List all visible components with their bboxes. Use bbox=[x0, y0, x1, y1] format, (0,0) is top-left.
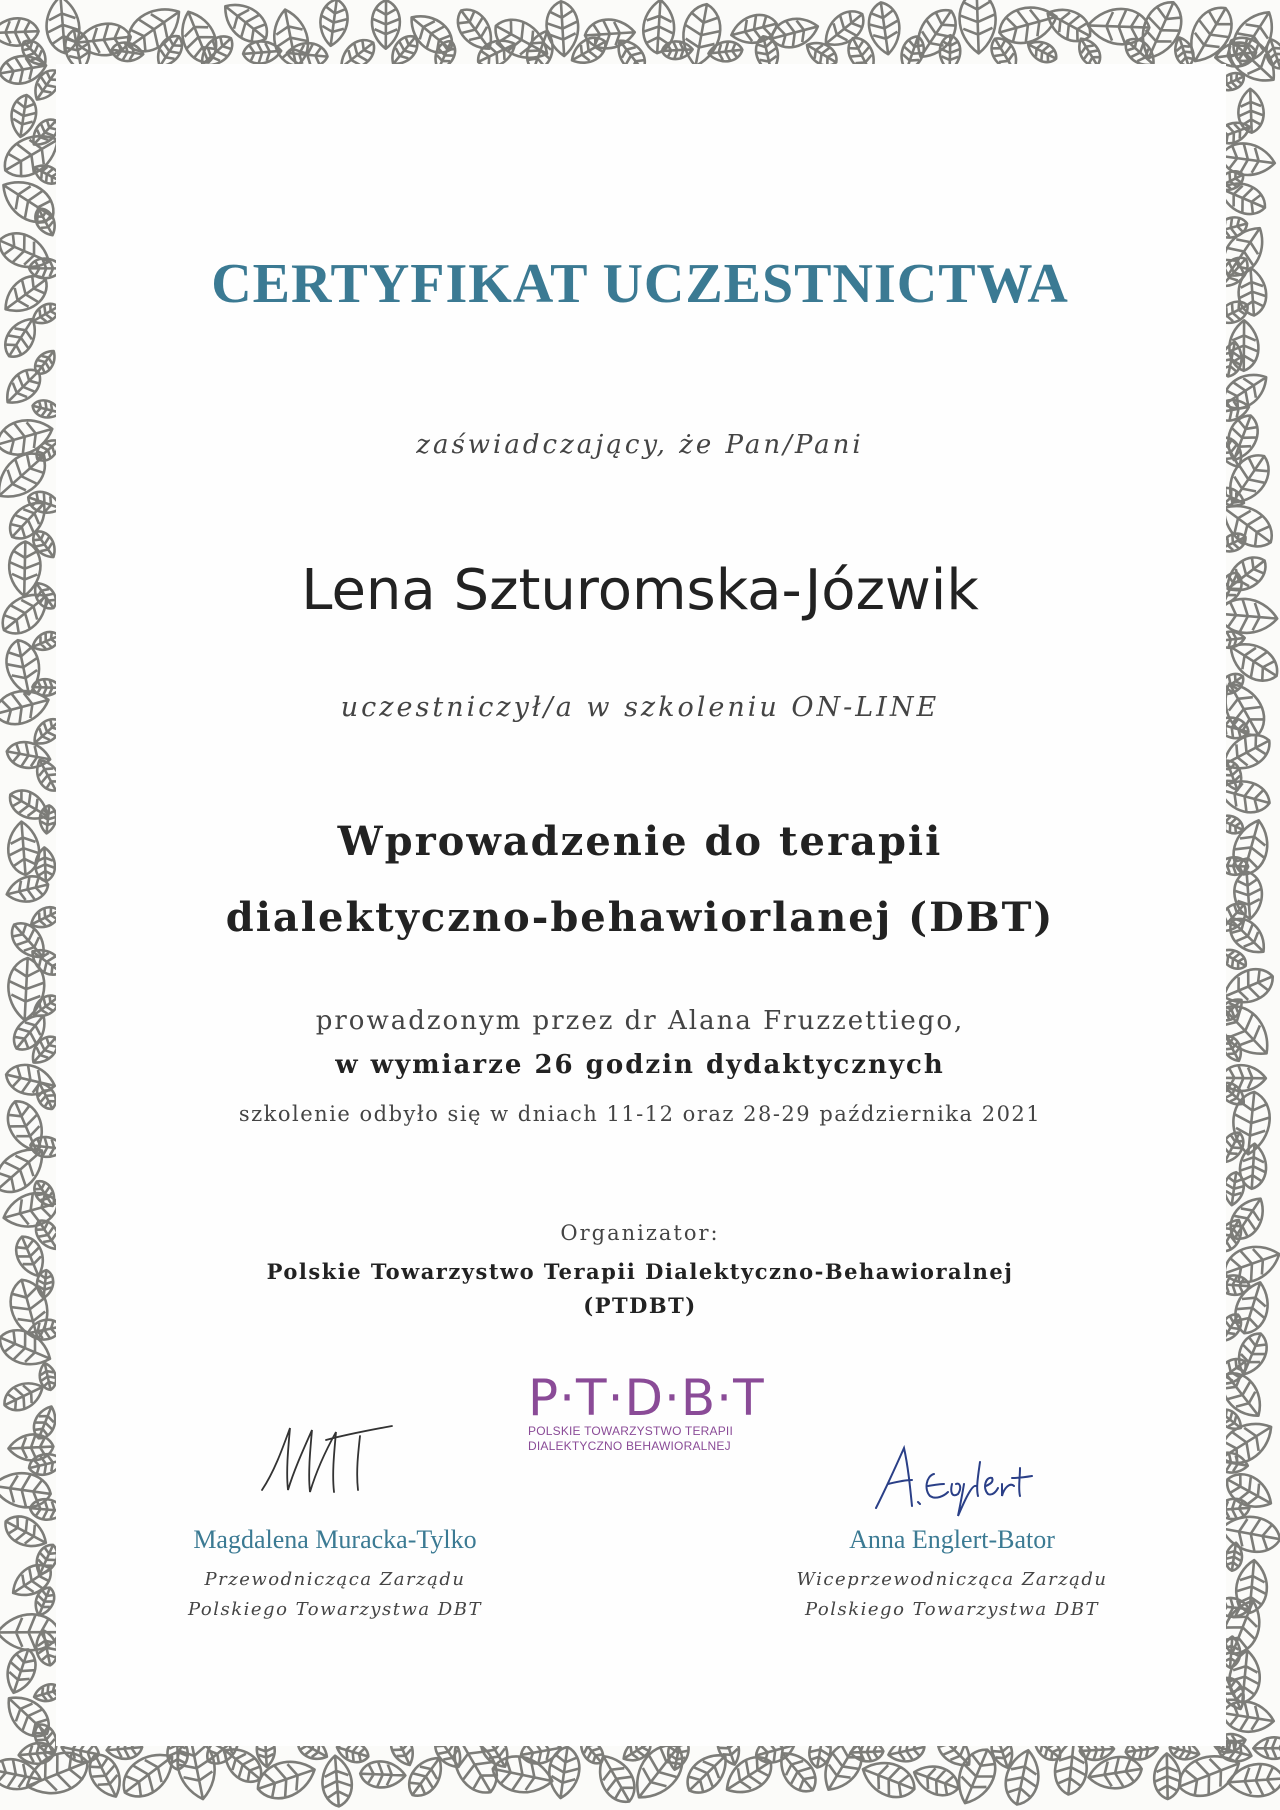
leaf-shape bbox=[546, 1745, 582, 1800]
leaf-shape bbox=[0, 52, 48, 87]
ptdbt-logo bbox=[528, 1369, 768, 1454]
leaf-shape bbox=[0, 1614, 60, 1650]
leaf-shape bbox=[1238, 88, 1265, 133]
signer-right bbox=[752, 1525, 1152, 1625]
leaf-shape bbox=[317, 0, 350, 48]
organizer-full-name: Polskie Towarzystwo Terapii Dialektyczno-Behawioralnej bbox=[266, 1259, 1014, 1284]
instructor-text: prowadzonym przez dr Alana Fruzzettiego, bbox=[315, 1006, 965, 1036]
signer-left-role-line-1: Przewodnicząca Zarządu bbox=[204, 1569, 466, 1590]
signature-right-icon bbox=[868, 1440, 1038, 1520]
logo-line-2: DIALEKTYCZNO BEHAWIORALNEJ bbox=[528, 1439, 731, 1453]
leaf-shape bbox=[624, 1736, 692, 1809]
signer-right-role-line-2: Polskiego Towarzystwa DBT bbox=[805, 1599, 1099, 1620]
recipient-name: Lena Szturomska-Józwik bbox=[301, 558, 979, 623]
leaf-shape bbox=[910, 1760, 963, 1801]
certificate-title: CERTYFIKAT UCZESTNICTWA bbox=[211, 253, 1069, 315]
leaf-shape bbox=[0, 1755, 44, 1794]
leaf-shape bbox=[115, 1743, 183, 1806]
signer-right-role-line-1: Wiceprzewodnicząca Zarządu bbox=[796, 1569, 1108, 1590]
participation-text: uczestniczył/a w szkoleniu ON-LINE bbox=[340, 692, 940, 723]
leaf-shape bbox=[1232, 1329, 1273, 1380]
organizer-abbr: (PTDBT) bbox=[583, 1293, 697, 1318]
leaf-shape bbox=[8, 1434, 54, 1462]
course-title-line-2: dialektyczno-behawiorlanej (DBT) bbox=[225, 894, 1055, 941]
leaf-shape bbox=[320, 1755, 353, 1808]
leaf-shape bbox=[907, 2, 964, 66]
leaf-shape bbox=[402, 1750, 450, 1802]
signature-left-icon bbox=[252, 1420, 402, 1500]
leaf-shape bbox=[360, 1761, 406, 1789]
leaf-shape bbox=[719, 1749, 779, 1802]
signer-left-name: Magdalena Muracka-Tylko bbox=[193, 1525, 477, 1554]
course-title bbox=[0, 804, 1280, 956]
course-title-line-1: Wprowadzenie do terapii bbox=[337, 818, 943, 865]
leaf-shape bbox=[1227, 1762, 1280, 1798]
leaf-shape bbox=[1253, 1737, 1280, 1759]
organizer-name bbox=[0, 1255, 1280, 1323]
leaf-shape bbox=[252, 1753, 320, 1805]
leaf-shape bbox=[584, 18, 636, 50]
signer-left-role-line-2: Polskiego Towarzystwa DBT bbox=[188, 1599, 482, 1620]
leaf-shape bbox=[772, 1745, 823, 1799]
leaf-shape bbox=[817, 4, 870, 54]
intro-text: zaświadczający, że Pan/Pani bbox=[416, 430, 864, 460]
signer-right-role bbox=[752, 1565, 1152, 1625]
logo-mark: P·T·D·B·T bbox=[528, 1369, 765, 1427]
signer-left bbox=[135, 1525, 535, 1625]
leaf-shape bbox=[372, 0, 400, 49]
organizer-label: Organizator: bbox=[560, 1221, 720, 1245]
signer-left-role bbox=[135, 1565, 535, 1625]
leaf-shape bbox=[1154, 1753, 1181, 1799]
leaf-shape bbox=[2, 637, 44, 698]
dates-text: szkolenie odbyło się w dniach 11-12 oraz 28-29 października 2021 bbox=[238, 1102, 1042, 1126]
leaf-shape bbox=[642, 0, 676, 54]
leaf-shape bbox=[1, 1645, 41, 1697]
logo-line-1: POLSKIE TOWARZYSTWO TERAPII bbox=[528, 1424, 733, 1438]
signer-right-name: Anna Englert-Bator bbox=[849, 1525, 1055, 1554]
hours-text: w wymiarze 26 godzin dydaktycznych bbox=[335, 1050, 945, 1080]
